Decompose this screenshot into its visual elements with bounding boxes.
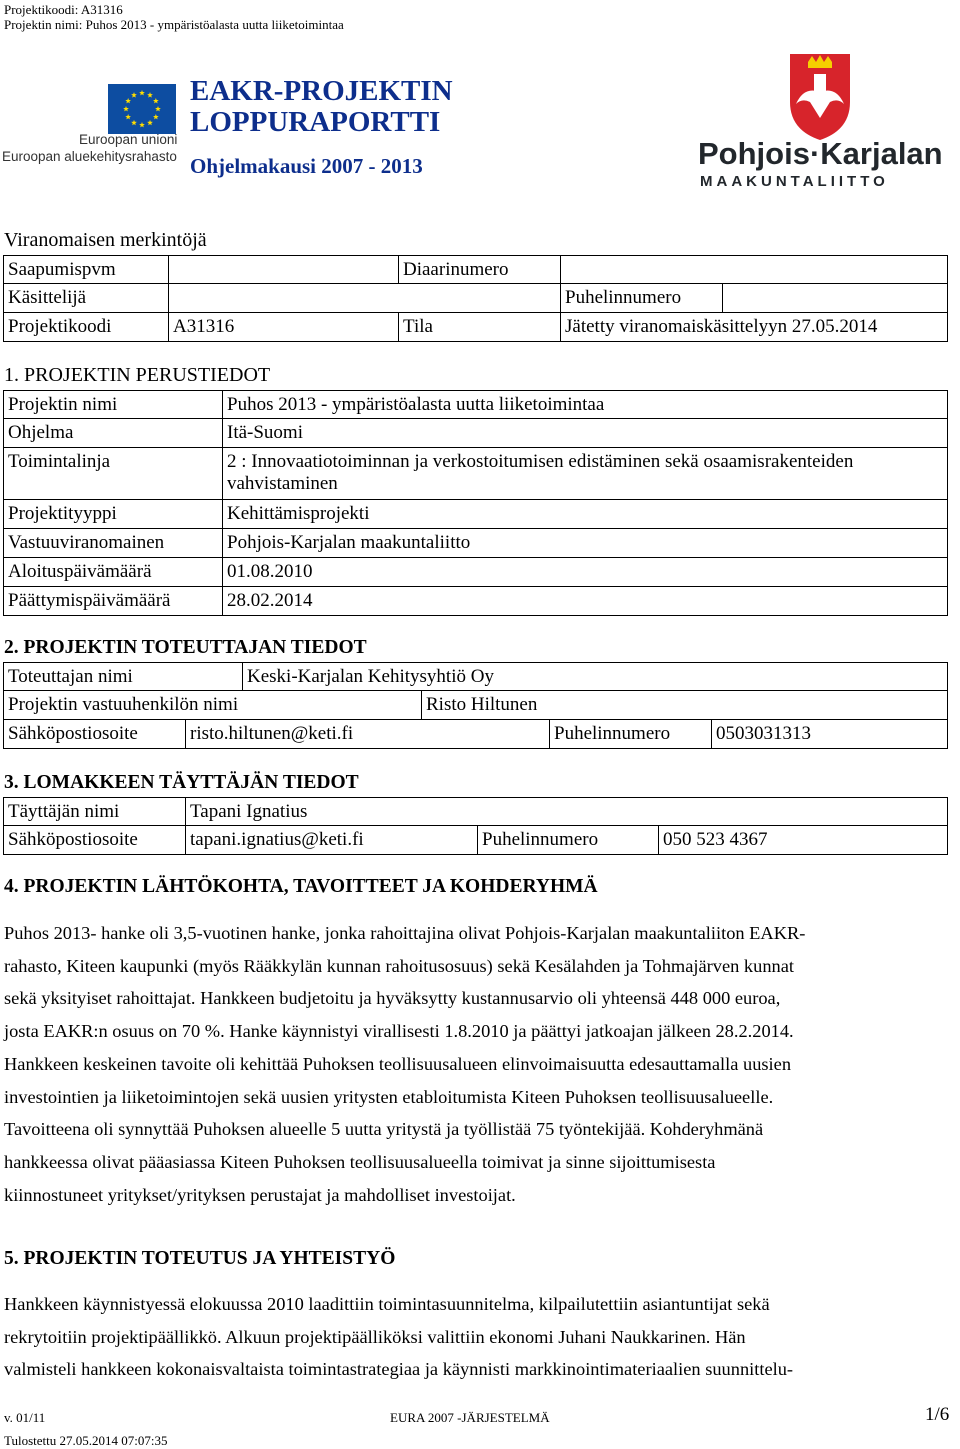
basic-row	[3, 558, 948, 587]
section5-heading: 5. PROJEKTIN TOTEUTUS JA YHTEISTYÖ	[4, 1248, 396, 1269]
value-diaarinumero	[560, 256, 947, 283]
paragraph-line: rekrytoitiin projektipäällikkö. Alkuun projektipäälliköksi valittiin ekonomi Juhani Naukkarinen. Hän	[4, 1326, 746, 1347]
value-projektikoodi: A31316	[168, 313, 398, 341]
eu-logo-text2: Euroopan aluekehitysrahasto	[2, 149, 177, 164]
authority-table	[3, 255, 948, 342]
basic-value: Puhos 2013 - ympäristöalasta uutta liiketoimintaa	[222, 391, 947, 418]
label-saapumispvm: Saapumispvm	[8, 259, 116, 280]
pohjois-karjala-logo	[690, 52, 950, 192]
footer-printed: Tulostettu 27.05.2014 07:07:35	[4, 1433, 168, 1448]
basic-value: 01.08.2010	[222, 558, 947, 586]
basic-info-table	[3, 390, 948, 616]
basic-label: Päättymispäivämäärä	[8, 590, 171, 611]
basic-value: Kehittämisprojekti	[222, 500, 947, 528]
section4-heading: 4. PROJEKTIN LÄHTÖKOHTA, TAVOITTEET JA KOHDERYHMÄ	[4, 876, 598, 897]
paragraph-line: sekä yksityiset rahoittajat. Hankkeen budjetoitu ja hyväksytty kustannusarvio oli yhteensä 448 000 euroa,	[4, 988, 781, 1009]
pk-logo-subtitle: MAAKUNTALIITTO	[700, 173, 889, 190]
value-tila: Jätetty viranomaiskäsittelyyn 27.05.2014	[560, 313, 947, 341]
filler-row-contact	[3, 826, 948, 855]
section3-heading: 3. LOMAKKEEN TÄYTTÄJÄN TIEDOT	[4, 772, 359, 793]
program-period: Ohjelmakausi 2007 - 2013	[190, 154, 423, 178]
paragraph-line: Hankkeen käynnistyessä elokuussa 2010 laadittiin toimintasuunnitelma, kilpailutettiin asiantuntijat sekä	[4, 1294, 770, 1314]
basic-value-line2: vahvistaminen	[227, 473, 338, 494]
authority-heading: Viranomaisen merkintöjä	[4, 229, 207, 251]
section2-heading: 2. PROJEKTIN TOTEUTTAJAN TIEDOT	[4, 637, 367, 658]
paragraph-line: investointien ja liiketoimintojen sekä uusien yritysten etabloitumista Kiteen Puhoksen teollisuusalueelle.	[4, 1086, 774, 1107]
value-kasittelija	[168, 284, 560, 312]
report-title-line2: LOPPURAPORTTI	[190, 106, 441, 138]
value-filler-phone: 050 523 4367	[658, 826, 947, 854]
paragraph-line: Tavoitteena oli synnyttää Puhoksen alueelle 5 uutta yritystä ja työllistää 75 työntekijää. Kohderyhmänä	[4, 1119, 764, 1140]
label-kasittelija: Käsittelijä	[8, 287, 87, 308]
label-projektikoodi: Projektikoodi	[8, 316, 112, 337]
basic-label: Projektityyppi	[8, 503, 117, 524]
label-puhelinnumero: Puhelinnumero	[560, 284, 722, 312]
footer-version: v. 01/11	[4, 1410, 46, 1425]
label-filler-name: Täyttäjän nimi	[8, 801, 120, 822]
report-title	[190, 76, 453, 138]
basic-value: 28.02.2014	[222, 587, 947, 615]
label-filler-email: Sähköpostiosoite	[8, 829, 138, 850]
basic-row	[3, 390, 948, 419]
authority-row-code	[3, 313, 948, 342]
value-filler-name: Tapani Ignatius	[185, 798, 947, 825]
basic-row	[3, 500, 948, 529]
basic-label: Vastuuviranomainen	[8, 532, 165, 553]
implementer-table	[3, 662, 948, 749]
implementer-row-name	[3, 662, 948, 691]
paragraph-line: rahasto, Kiteen kaupunki (myös Rääkkylän kunnan rahoitusosuus) sekä Kesälahden ja Tohmajärven kunnat	[4, 955, 794, 976]
footer-page-number: 1/6	[925, 1404, 950, 1425]
paragraph-line: josta EAKR:n osuus on 70 %. Hanke käynnistyi virallisesti 1.8.2010 ja päättyi jatkoajan jälkeen 28.2.2014.	[4, 1021, 794, 1042]
authority-row-handler	[3, 284, 948, 313]
footer-system: EURA 2007 -JÄRJESTELMÄ	[390, 1410, 550, 1425]
label-tila: Tila	[398, 313, 560, 341]
value-toteuttaja: Keski-Karjalan Kehitysyhtiö Oy	[242, 663, 947, 690]
implementer-row-contact	[3, 691, 948, 720]
basic-value-line1: 2 : Innovaatiotoiminnan ja verkostoitumisen edistäminen sekä osaamisrakenteiden	[227, 451, 854, 472]
basic-value: Pohjois-Karjalan maakuntaliitto	[222, 529, 947, 557]
label-email: Sähköpostiosoite	[8, 723, 138, 744]
header-project-name: Projektin nimi: Puhos 2013 - ympäristöalasta uutta liiketoimintaa	[4, 17, 344, 32]
paragraph-line: Hankkeen keskeinen tavoite oli kehittää Puhoksen teollisuusalueen elinvoimaisuutta edesauttamalla uusien	[4, 1053, 792, 1074]
basic-row	[3, 419, 948, 448]
authority-row-arrival	[3, 255, 948, 284]
paragraph-line: hankkeessa olivat pääasiassa Kiteen Puhoksen teollisuusalueella toimivat ja sinne sijoittumisesta	[4, 1151, 716, 1172]
filler-table	[3, 797, 948, 855]
coat-of-arms-icon	[690, 52, 950, 142]
value-filler-email: tapani.ignatius@keti.fi	[185, 826, 477, 854]
paragraph-line: valmisteli hankkeen kokonaisvaltaista toimintastrategiaa ja käynnisti markkinointimateriaalien suunnittelu-	[4, 1359, 794, 1380]
value-saapumispvm	[168, 256, 398, 283]
eu-logo	[0, 80, 180, 170]
value-puhelinnumero	[722, 284, 947, 312]
basic-value: Itä-Suomi	[222, 419, 947, 447]
filler-row-name	[3, 797, 948, 826]
basic-label: Toimintalinja	[8, 451, 111, 472]
section1-heading: 1. PROJEKTIN PERUSTIEDOT	[4, 364, 271, 386]
label-toteuttaja: Toteuttajan nimi	[8, 666, 133, 687]
report-title-line1: EAKR-PROJEKTIN	[190, 75, 453, 107]
label-diaarinumero: Diaarinumero	[398, 256, 560, 283]
pk-logo-name: Pohjois·Karjalan	[698, 136, 943, 171]
label-phone: Puhelinnumero	[549, 720, 711, 748]
basic-value	[222, 448, 947, 499]
implementer-row-email	[3, 720, 948, 749]
label-filler-phone: Puhelinnumero	[477, 826, 658, 854]
section4-paragraph	[4, 917, 952, 1211]
label-vastuuhenkilo: Projektin vastuuhenkilön nimi	[8, 694, 239, 715]
basic-row	[3, 587, 948, 616]
basic-row	[3, 529, 948, 558]
paragraph-line: Puhos 2013- hanke oli 3,5-vuotinen hanke, jonka rahoittajina olivat Pohjois-Karjalan maakuntaliiton EAKR-	[4, 923, 806, 943]
value-vastuuhenkilo: Risto Hiltunen	[421, 691, 947, 719]
basic-label: Projektin nimi	[8, 394, 118, 415]
section5-paragraph	[4, 1288, 952, 1386]
value-phone: 0503031313	[711, 720, 947, 748]
value-email: risto.hiltunen@keti.fi	[185, 720, 549, 748]
paragraph-line: kiinnostuneet yritykset/yrityksen perustajat ja mahdolliset investoijat.	[4, 1184, 516, 1205]
header-project-code: Projektikoodi: A31316	[4, 2, 123, 17]
eu-logo-text1: Euroopan unioni	[79, 132, 178, 147]
basic-row	[3, 448, 948, 500]
basic-label: Ohjelma	[8, 422, 74, 443]
basic-label: Aloituspäivämäärä	[8, 561, 152, 582]
eu-flag-icon	[0, 80, 180, 136]
